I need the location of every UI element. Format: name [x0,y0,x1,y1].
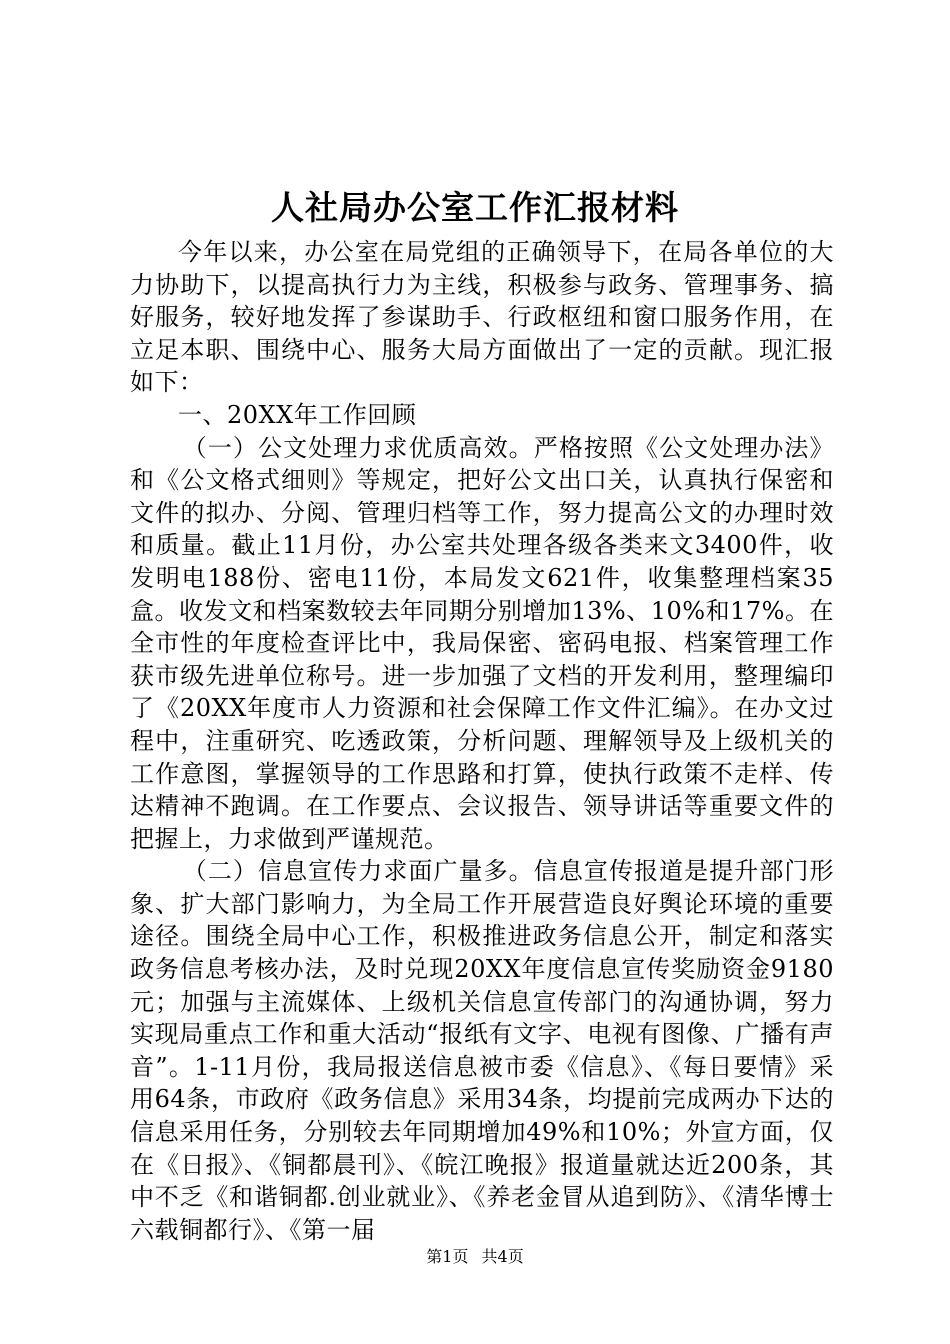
document-body [130,236,834,1246]
page-number: 第1页 [426,1247,469,1266]
page-total: 共4页 [481,1247,524,1266]
section-heading: 一、20XX年工作回顾 [178,400,417,429]
body-paragraph: （二）信息宣传力求面广量多。信息宣传报道是提升部门形象、扩大部门影响力，为全局工作开展营造良好舆论环境的重要途径。围绕全局中心工作，积极推进政务信息公开，制定和落实政务信息考核办法，及时兑现20XX年度信息宣传奖励资金9180元；加强与主流媒体、上级机关信息宣传部门的沟通协调，努力实现局重点工作和重大活动“报纸有文字、电视有图像、广播有声音”。1-11月份，我局报送信息被市委《信息》、《每日要情》采用64条，市政府《政务信息》采用34条，均提前完成两办下达的信息采用任务，分别较去年同期增加49%和10%；外宣方面，仅在《日报》、《铜都晨刊》、《皖江晚报》报道量就达近200条，其中不乏《和谐铜都.创业就业》、《养老金冒从追到防》、《清华博士六载铜都行》、《第一届 [130,857,834,1244]
body-paragraph: （一）公文处理力求优质高效。严格按照《公文处理办法》和《公文格式细则》等规定，把好公文出口关，认真执行保密和文件的拟办、分阅、管理归档等工作，努力提高公文的办理时效和质量。截止11月份，办公室共处理各级各类来文3400件，收发明电188份、密电11份，本局发文621件，收集整理档案35盒。收发文和档案数较去年同期分别增加13%、10%和17%。在全市性的年度检查评比中，我局保密、密码电报、档案管理工作获市级先进单位称号。进一步加强了文档的开发利用，整理编印了《20XX年度市人力资源和社会保障工作文件汇编》。在办文过程中，注重研究、吃透政策，分析问题、理解领导及上级机关的工作意图，掌握领导的工作思路和打算，使执行政策不走样、传达精神不跑调。在工作要点、会议报告、领导讲话等重要文件的把握上，力求做到严谨规范。 [130,433,834,853]
document-title: 人社局办公室工作汇报材料 [271,188,679,227]
page-footer [0,1246,950,1268]
intro-paragraph: 今年以来，办公室在局党组的正确领导下，在局各单位的大力协助下，以提高执行力为主线，积极参与政务、管理事务、搞好服务，较好地发挥了参谋助手、行政枢纽和窗口服务作用，在立足本职、围绕中心、服务大局方面做出了一定的贡献。现汇报如下： [130,238,834,397]
